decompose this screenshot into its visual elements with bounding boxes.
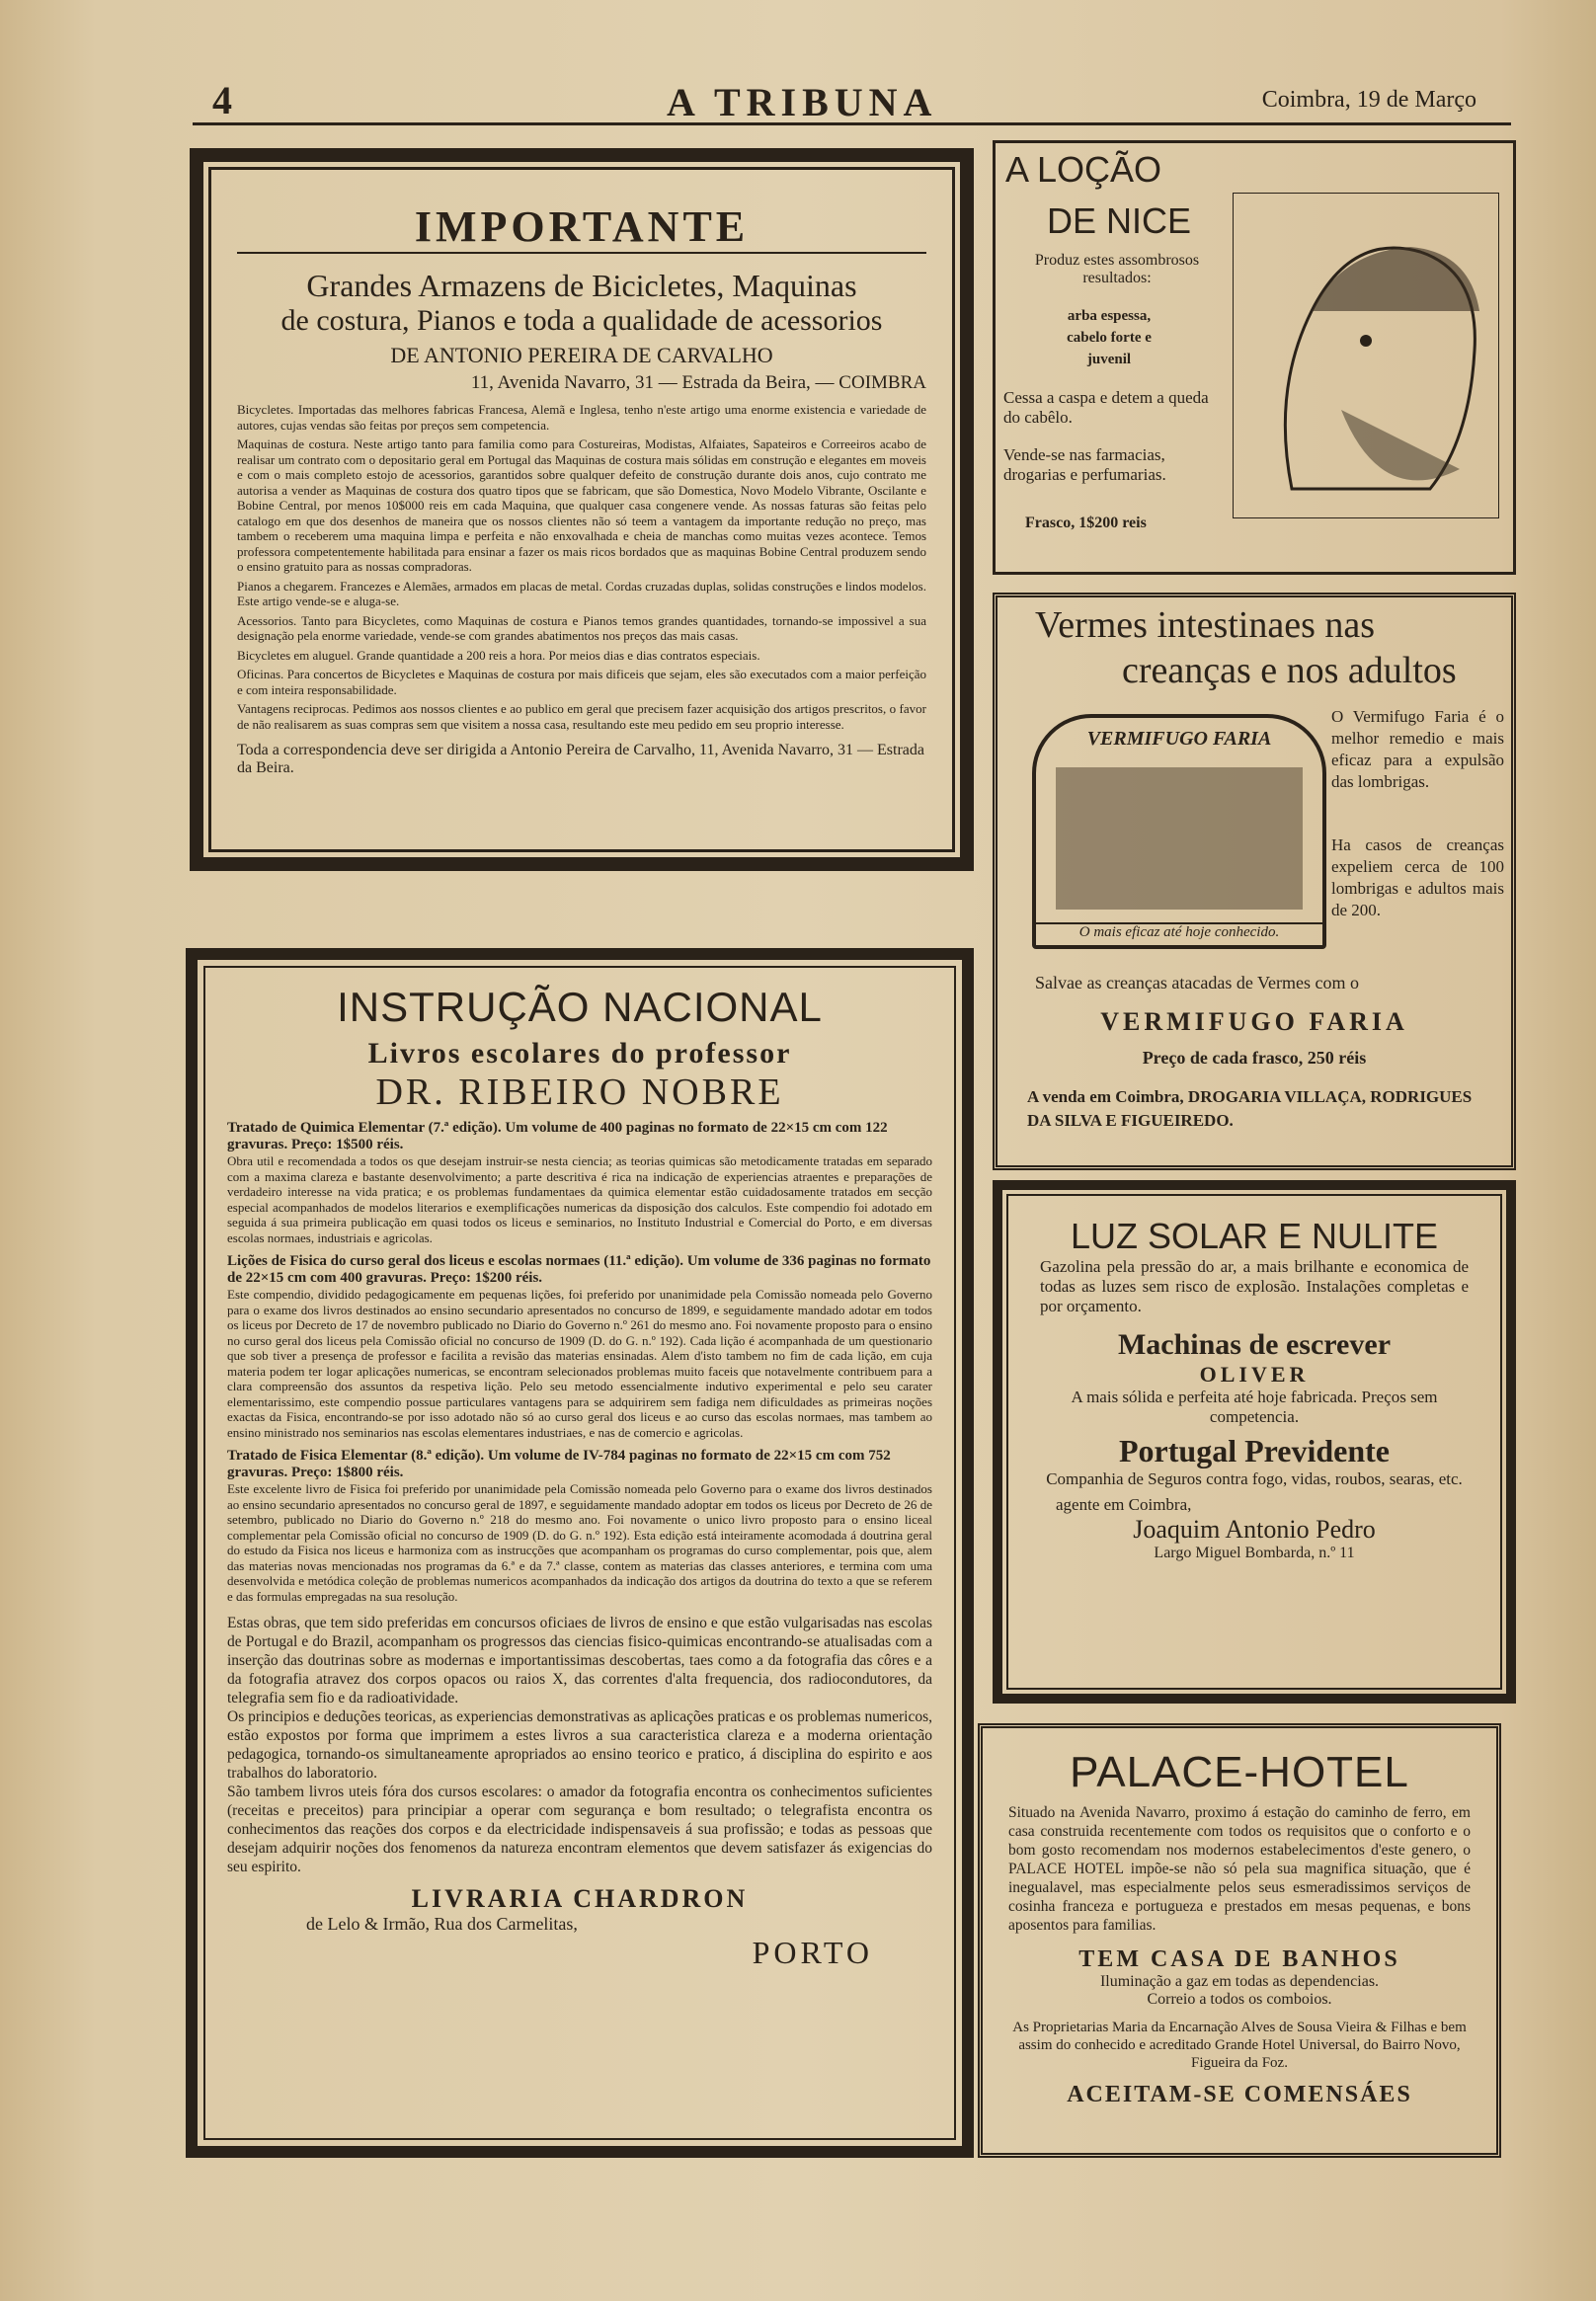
vermes-sale: A venda em Coimbra, DROGARIA VILLAÇA, RODRIGUES DA SILVA E FIGUEIREDO.	[1027, 1087, 1473, 1130]
locao-nice-ad	[993, 140, 1516, 575]
instrucao-subtitle: Livros escolares do professor	[367, 1037, 792, 1070]
publisher-address: de Lelo & Irmão, Rua dos Carmelitas,	[306, 1914, 578, 1934]
locao-result: arba espessa,	[1067, 308, 1152, 324]
instrucao-paragraph: Estas obras, que tem sido preferidas em concursos oficiaes de livros de ensino e que estão vulgarisadas nas escolas de Portugal e do Brazil, acompanham os progressos das ciencias fisico-quimicas encontrando-se atualisadas com a inserção das doutrinas sobre as modernas e importantissimas descobertas, taes como a da fotografia das côres e a da fotografia atravez dos corpos opacos ou raios X, das correntes d'alta frequencia, dos radiocondutores, da telegrafia sem fio e da radioatividade.	[227, 1615, 932, 1706]
vermes-title-1: Vermes intestinaes nas	[1035, 604, 1376, 646]
importante-paragraph: Bicycletes em aluguel. Grande quantidade a 200 reis a hora. Por meios dias e dias contratos especiais.	[237, 647, 760, 663]
company-text: Companhia de Seguros contra fogo, vidas, roubos, searas, etc.	[1046, 1469, 1463, 1488]
palace-baths: TEM CASA DE BANHOS	[1078, 1946, 1400, 1972]
agent-address: Largo Miguel Bombarda, n.º 11	[1154, 1545, 1355, 1561]
locao-title-1: A LOÇÃO	[1005, 149, 1162, 190]
palace-boarders: ACEITAM-SE COMENSÁES	[1067, 2082, 1412, 2107]
importante-line2: de costura, Pianos e toda a qualidade de acessorios	[280, 304, 883, 337]
locao-intro: Produz estes assombrosos resultados:	[1034, 252, 1200, 286]
vermifugo-ribbon: O mais eficaz até hoje conhecido.	[1036, 922, 1322, 941]
publisher-city: PORTO	[752, 1935, 873, 1970]
importante-paragraph: Pianos a chegarem. Francezes e Alemães, armados em placas de metal. Cordas cruzadas duplas, solidas construções e lindos modelos. Este artigo vende-se e aluga-se.	[237, 578, 926, 608]
importante-paragraph: Vantagens reciprocas. Pedimos aos nossos clientes e ao publico em geral que precisem fazer acquisição dos artigos prescritos, o favor de não realisarem as suas compras sem que visitem a nossa casa, resultando este meu pedido em seu proprio interesse.	[237, 701, 926, 732]
publisher-name: LIVRARIA CHARDRON	[411, 1884, 749, 1913]
vermifugo-banner: VERMIFUGO FARIA	[1086, 728, 1272, 750]
palace-text: Situado na Avenida Navarro, proximo á estação do caminho de ferro, em casa construida recentemente com todos os requisitos que o conforto e o bom gosto recomendam nos modernos estabelecimentos d'este genero, o PALACE HOTEL impõe-se não só pela sua magnifica situação, que é inegualavel, mas especialmente pelos seus esmeradissimos serviços de cosinha franceza e portugueza e prestados em mesas pequenas, e bons aposentos para familias.	[1008, 1804, 1471, 1934]
instrucao-nacional-ad	[186, 948, 974, 2158]
book-2-title: Lições de Fisica do curso geral dos liceus e escolas normaes (11.ª edição). Um volume de 336 paginas no formato de 22×15 cm com 400 gravuras. Preço: 1$200 réis.	[227, 1253, 931, 1286]
book-3-title: Tratado de Fisica Elementar (8.ª edição). Um volume de IV-784 paginas no formato de 22×15 cm com 752 gravuras. Preço: 1$800 réis.	[227, 1448, 891, 1480]
issue-date: Coimbra, 19 de Março	[1261, 87, 1476, 113]
vermifugo-illustration	[1032, 714, 1326, 949]
luz-text: Gazolina pela pressão do ar, a mais brilhante e economica de todas as luzes sem risco de explosão. Instalações completas e por orçamento.	[1040, 1257, 1469, 1315]
man-portrait-illustration	[1233, 193, 1499, 518]
locao-price: Frasco, 1$200 reis	[1025, 515, 1147, 531]
book-2-text: Este compendio, dividido pedagogicamente em pequenas lições, foi preferido por unanimidade pela Comissão nomeada pelo Governo para o exame dos livros destinados ao ensino secundario apresentados no concurso de 1899, e seguidamente mandado adotar em todos os liceus por Decreto de 17 de novembro publicado no Diario do Governo n.º 261 do mesmo ano. Foi novamente proposto para o ensino no curso geral dos liceus pela Comissão oficial no concurso de 1909 (D. do G. n.º 192). Cada lição é acompanhada de um questionario que sob tiver a presença de professor e facilita a revisão das materias ensinadas. Alem d'isto tambem no fim de cada lição, em cuja materia podem ter logar aplicações numericas, se encontram selecionados problemas muito faceis que notavelmente contribuem para a clara compreensão dos assuntos da respetiva lição. Pelo seu metodo essencialmente indutivo experimental e pelo seu carater elementarissimo, este compendio possue particulares vantagens para se adquirirem sem fadiga nem dificuldades as primeiras noções exactas da Fisica, encontrando-se por isso adotado não só ao curso geral dos liceus e ao curso das escolas normaes, mas tambem ao ensino ministrado nos seminarios nas escolas elementares industriaes, e nas de comercio e agricolas.	[227, 1287, 932, 1440]
locao-text-1: Cessa a caspa e detem a queda do cabêlo.	[1003, 388, 1209, 427]
instrucao-paragraph: São tambem livros uteis fóra dos cursos escolares: o amador da fotografia encontra os conhecimentos suficientes (receitas e preceitos) para principiar a operar com segurança e bom resultado; o telegrafista encontra os conhecimentos das reações dos corpos e da electricidade indispensaveis á sua profissão; e todas as pessoas que desejam adquirir noções dos fenomenos da natureza encontram elementos que devem satisfazer ás exigencias do seu espirito.	[227, 1784, 932, 1875]
instrucao-title: INSTRUÇÃO NACIONAL	[337, 984, 823, 1030]
importante-paragraph: Maquinas de costura. Neste artigo tanto para familia como para Costureiras, Modistas, Alfaiates, Sapateiros e Correeiros acabo de realisar um contrato com o depositario geral em Portugal das Maquinas de costura mais sólidas em construção e elegantes em moveis e com o mais completo estojo de acessorios, garantidos sobre qualquer defeito de construção durante dois anos, cujo contrato me autorisa a vender as Maquinas de costura dos quatro tipos que se fabricam, que são Domestica, Novo Modelo Vibrante, Oscilante e Bobine Central, por menos 10$000 reis em cada Maquina, que qualquer casa congenere vende. As nossas faturas são feitas pelo catalogo em que dos desenhos de maneira que os nossos clientes não só teem a vantagem da importante redução no preço, mas tambem o receberem uma maquina limpa e perfeita e não enxovalhada e cheia de manchas como muitas vezes acontece. Temos professora competentemente habilitada para ensinar a fazer os mais ricos bordados que as maquinas Bobine Central produzem sendo o ensino gratuito para as nossas compradoras.	[237, 436, 926, 574]
book-3-text: Este excelente livro de Fisica foi preferido por unanimidade pela Comissão nomeada pelo Governo para o exame dos livros destinados ao ensino secundario apresentados no concurso geral de 1897, e seguidamente mandado adoptar em todos os liceus por Decreto de 26 de setembro, publicado no Diario do Governo n.º 218 do mesmo ano. Foi novamente o unico livro proposto para o ensino liceal complementar pela Comissão oficial no concurso de 1909 (D. do G. n.º 192). Esta edição está inteiramente acomodada á doutrina geral do estudo da Fisica nos liceus e harmoniza com as instrucções que acompanham os programas do curso complementar, pois que, alem das materias novas mencionadas nos programas da 6.ª e da 7.ª classe, contem as materias das classes anteriores, e termina com uma desenvolvida e metódica coleção de problemas numericos acompanhados da indicação dos artigos da doutrina do texto a que se referem e das formulas empregadas na sua resolução.	[227, 1481, 932, 1604]
luz-solar-ad	[993, 1180, 1516, 1704]
importante-heading: IMPORTANTE	[237, 201, 926, 254]
masthead	[193, 77, 1476, 126]
book-1-text: Obra util e recomendada a todos os que desejam instruir-se nesta ciencia; as teorias quimicas são metodicamente tratadas em separado com a maxima clareza e bastante desenvolvimento; a parte descritiva é rica na indicação de experiencias atraentes e preparações de verdadeiro interesse na vida pratica; e os problemas fundamentaes da quimica elementar estão cuidadosamente tratados em secção especial acompanhados de modelos literarios e exemplificações numericas da disposição dos calculos. Este compendio foi adotado em seguida á sua primeira publicação em quasi todos os liceus e seminarios, no Instituto Industrial e Comercial do Porto, e em diversas escolas normaes, industriais e agricolas.	[227, 1153, 932, 1245]
family-scene-image	[1056, 767, 1303, 910]
oliver-text: A mais sólida e perfeita até hoje fabricada. Preços sem competencia.	[1071, 1388, 1438, 1426]
importante-paragraph: Acessorios. Tanto para Bicycletes, como Maquinas de costura e Pianos temos grandes quantidades, tornando-se impossivel a sua designação pela enorme variedade, vende-se com grandes abatimentos nos preços das mais casas.	[237, 612, 926, 643]
page-number: 4	[212, 78, 232, 122]
vermes-product: VERMIFUGO FARIA	[1100, 1007, 1408, 1036]
machines-heading: Machinas de escrever	[1117, 1328, 1392, 1361]
vermes-save: Salvae as creanças atacadas de Vermes com o	[1035, 973, 1360, 992]
palace-mail: Correio a todos os comboios.	[1147, 1991, 1332, 2008]
locao-title-2: DE NICE	[1047, 200, 1192, 241]
importante-ad	[190, 148, 974, 871]
palace-owners: As Proprietarias Maria da Encarnação Alves de Sousa Vieira & Filhas e bem assim do conhecido e acreditado Grande Hotel Universal, do Bairro Novo, Figueira da Foz.	[1012, 2020, 1467, 2071]
vermes-side-text-1: O Vermifugo Faria é o melhor remedio e mais eficaz para a expulsão das lombrigas.	[1331, 707, 1504, 791]
book-1-title: Tratado de Quimica Elementar (7.ª edição). Um volume de 400 paginas no formato de 22×15 cm com 122 gravuras. Preço: 1$500 réis.	[227, 1120, 888, 1152]
vermes-ad	[993, 593, 1516, 1170]
importante-footer: Toda a correspondencia deve ser dirigida a Antonio Pereira de Carvalho, 11, Avenida Navarro, 31 — Estrada da Beira.	[237, 742, 924, 776]
company-name: Portugal Previdente	[1118, 1433, 1390, 1468]
oliver-brand: OLIVER	[1199, 1362, 1310, 1387]
agent-label: agente em Coimbra,	[1056, 1495, 1192, 1514]
importante-owner: DE ANTONIO PEREIRA DE CARVALHO	[390, 343, 773, 367]
locao-text-2: Vende-se nas farmacias, drogarias e perfumarias.	[1003, 445, 1166, 484]
vermes-price: Preço de cada frasco, 250 réis	[1142, 1048, 1367, 1068]
locao-result: juvenil	[1086, 352, 1132, 367]
palace-light: Iluminação a gaz em todas as dependencias.	[1099, 1973, 1380, 1990]
agent-name: Joaquim Antonio Pedro	[1133, 1515, 1376, 1544]
vermes-title-2: creanças e nos adultos	[1122, 650, 1457, 691]
header-rule	[193, 122, 1511, 125]
palace-title: PALACE-HOTEL	[1070, 1748, 1409, 1796]
importante-line1: Grandes Armazens de Bicicletes, Maquinas	[306, 268, 857, 303]
palace-hotel-ad	[978, 1723, 1501, 2158]
instrucao-author: DR. RIBEIRO NOBRE	[375, 1071, 784, 1113]
luz-title: LUZ SOLAR E NULITE	[1070, 1216, 1439, 1256]
newspaper-title: A TRIBUNA	[667, 80, 938, 124]
instrucao-paragraph: Os principios e deduções teoricas, as experiencias demonstrativas as aplicações praticas e os problemas numericos, estão expostos por forma que imprimem a estes livros a sua caracteristica clareza e a moderna orientação pedagogica, tornando-os simultaneamente apropriados ao ensino teorico e pratico, á disciplina do espirito e aos trabalhos do laboratorio.	[227, 1708, 932, 1782]
importante-address: 11, Avenida Navarro, 31 — Estrada da Beira, — COIMBRA	[470, 372, 926, 393]
locao-result: cabelo forte e	[1067, 330, 1152, 346]
vermes-side-text-2: Ha casos de creanças expeliem cerca de 100 lombrigas e adultos mais de 200.	[1331, 835, 1504, 919]
importante-paragraph: Bicycletes. Importadas das melhores fabricas Francesa, Alemã e Inglesa, tenho n'este artigo uma enorme existencia e variedade de autores, cujas vendas são feitas por preços sem competencia.	[237, 402, 926, 433]
importante-paragraph: Oficinas. Para concertos de Bicycletes e Maquinas de costura por mais dificeis que sejam, eles são executados com a maior perfeição e com inteira responsabilidade.	[237, 667, 926, 697]
